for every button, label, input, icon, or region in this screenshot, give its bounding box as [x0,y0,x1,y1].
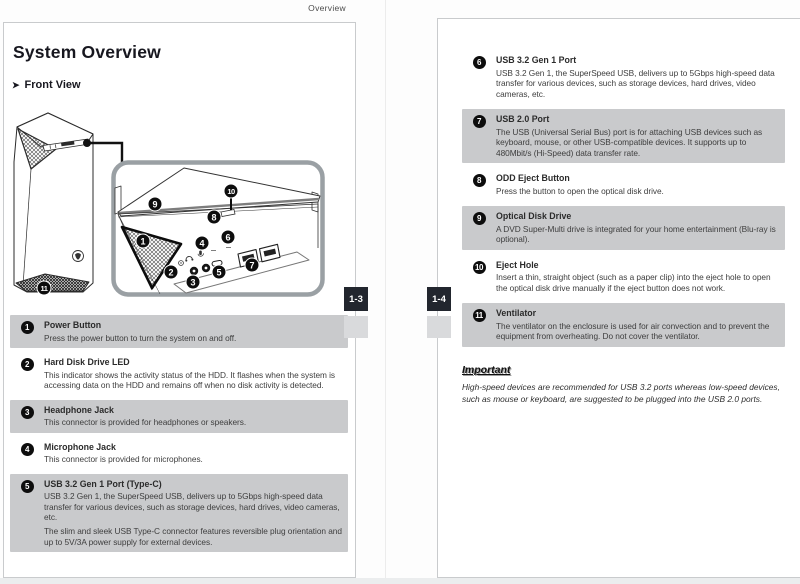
item-description: The ventilator on the enclosure is used for air convection and to prevent the equipment from overheating. Do not cover the ventilator. [496,320,770,342]
item-number-badge: 2 [10,357,44,391]
badge-1 [136,234,150,248]
item-title: ODD Eject Button [496,173,570,184]
svg-text:5: 5 [216,267,222,278]
list-item-usb-3-2 [462,50,785,104]
badge-7 [245,258,259,272]
item-description-2: The slim and sleek USB Type-C connector features reversible plug orientation and up to 5V/3A power supply for external devices. [44,526,342,547]
badge-10 [224,184,238,198]
svg-text:10: 10 [227,186,235,196]
svg-text:7: 7 [249,260,255,271]
list-item-power-button [10,315,348,348]
item-description: Press the power button to turn the system on and off. [44,332,237,343]
item-description: A DVD Super-Multi drive is integrated for your home entertainment (Blu-ray is optional). [496,223,776,245]
item-description: USB 3.2 Gen 1, the SuperSpeed USB, delivers up to 5Gbps high-speed data transfer for various devices, such as storage devices, hard drives, video cameras, etc. [496,67,775,99]
item-title: Power Button [44,320,102,330]
list-item-hdd-led [10,352,348,396]
badge-4 [195,236,209,250]
svg-text:6: 6 [225,232,231,243]
svg-text:2: 2 [168,267,174,278]
list-item-eject-hole [462,255,785,299]
item-description: Insert a thin, straight object (such as a paper clip) into the eject hole to open the optical disk drive manually if the eject button does not work. [496,272,771,293]
item-title: Microphone Jack [44,441,116,452]
list-item-usb-type-c [10,474,348,553]
badge-3 [186,275,200,289]
svg-text:4: 4 [199,238,205,249]
badge-8 [207,210,221,224]
item-number-badge: 4 [10,442,44,465]
item-title: Headphone Jack [44,404,114,415]
badge-5 [212,265,226,279]
list-item-optical-disk-drive [462,206,785,250]
svg-text:9: 9 [152,199,158,210]
item-title: Optical Disk Drive [496,211,572,222]
tower-illustration [14,113,93,292]
item-title: Ventilator [496,308,537,319]
important-note [462,360,785,406]
page-tab-shadow-right [427,316,451,338]
item-number-badge: 5 [10,479,44,548]
item-number-badge: 9 [462,211,496,245]
badge-11 [37,281,51,295]
page-gap-divider [385,0,386,578]
page-title: System Overview [13,42,161,62]
badge-2 [164,265,178,279]
page-tab-shadow-left [344,316,368,338]
item-title: USB 3.2 Gen 1 Port (Type-C) [44,478,162,489]
important-text: High-speed devices are recommended for USB 3.2 ports whereas low-speed devices, such as mouse or keyboard, are suggested to be plugged into the USB 2.0 ports. [462,382,780,404]
section-arrow-icon: ➤ [12,79,20,90]
list-item-headphone-jack [10,400,348,433]
section-label: Front View [24,79,81,91]
item-number-badge: 10 [462,260,496,294]
page-number-tab-left: 1-3 [344,287,368,311]
item-title: USB 2.0 Port [496,114,550,125]
list-item-usb-2-0 [462,109,785,163]
badge-6 [221,230,235,244]
list-item-microphone-jack [10,437,348,470]
item-description: This connector is provided for microphones. [44,454,203,465]
front-view-diagram [0,100,350,305]
svg-text:1: 1 [140,236,146,247]
item-number-badge: 7 [462,114,496,158]
svg-text:8: 8 [211,212,217,223]
svg-text:11: 11 [40,283,48,293]
left-item-list [10,315,348,552]
badge-9 [148,197,162,211]
item-description: Press the button to open the optical disk drive. [496,185,664,196]
item-title: Hard Disk Drive LED [44,357,130,368]
running-header: Overview [308,3,346,13]
item-description: This connector is provided for headphones or speakers. [44,417,247,428]
item-title: Eject Hole [496,259,539,270]
item-number-badge: 8 [462,173,496,196]
item-number-badge: 1 [10,320,44,343]
item-number-badge: 6 [462,55,496,99]
list-item-ventilator [462,303,785,347]
section-heading-front-view [12,79,81,91]
item-description: This indicator shows the activity status of the HDD. It flashes when the system is accessing data on the HDD and remains off when no disk activity is detected. [44,369,336,391]
item-description: The USB (Universal Serial Bus) port is for attaching USB devices such as keyboard, mouse, or other USB-compatible devices. It supports up to 480Mbit/s (Hi-Speed) data transfer rate. [496,126,763,158]
item-title: USB 3.2 Gen 1 Port [496,55,577,65]
item-number-badge: 3 [10,405,44,428]
page-number-tab-right: 1-4 [427,287,451,311]
svg-text:3: 3 [190,277,196,288]
item-description: USB 3.2 Gen 1, the SuperSpeed USB, delivers up to 5Gbps high-speed data transfer for various devices, such as storage devices, hard drives, video cameras, etc. [44,491,340,523]
list-item-odd-eject-button [462,168,785,201]
important-label: Important [462,364,511,376]
bottom-margin-strip [0,578,800,584]
right-item-list [462,50,785,347]
item-number-badge: 11 [462,308,496,342]
